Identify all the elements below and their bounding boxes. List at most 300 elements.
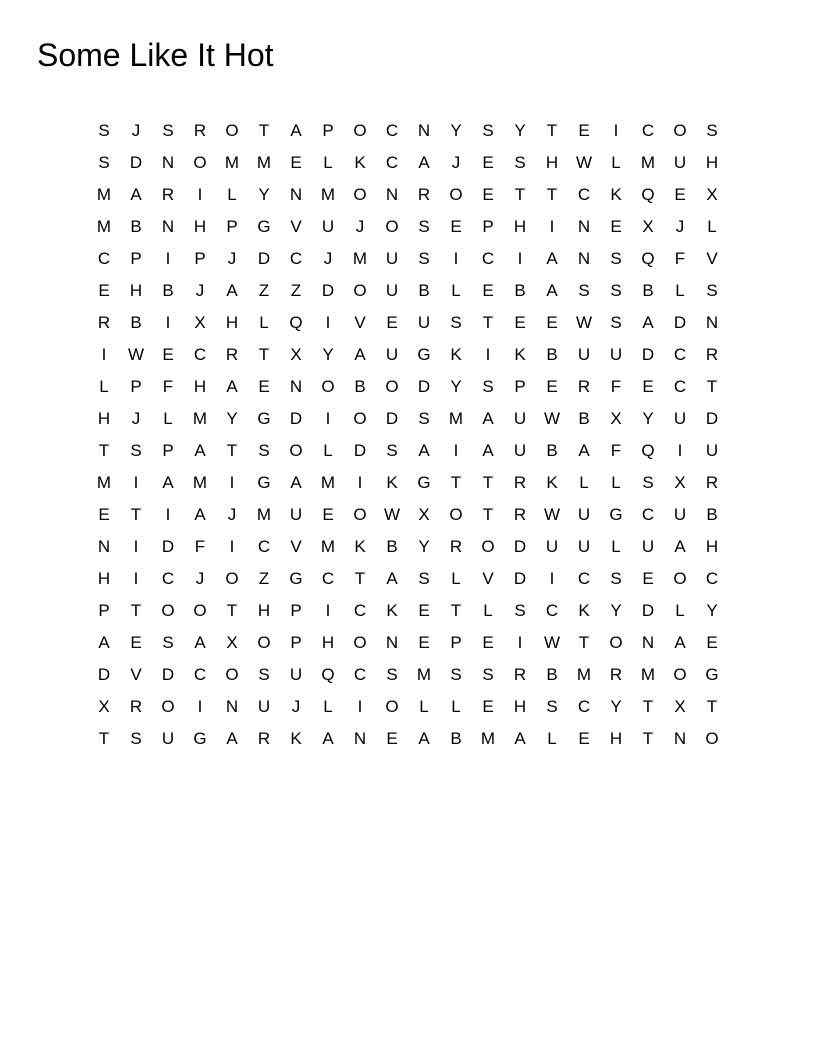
grid-letter: O xyxy=(353,281,367,300)
grid-letter: F xyxy=(162,377,174,396)
grid-letter: P xyxy=(130,249,142,268)
grid-letter: F xyxy=(674,249,686,268)
grid-letter: C xyxy=(673,345,687,364)
grid-letter: R xyxy=(161,185,175,204)
grid-letter: K xyxy=(354,537,366,556)
grid-letter: S xyxy=(514,601,526,620)
grid-letter: G xyxy=(289,569,303,588)
grid-letter: I xyxy=(165,505,171,524)
grid-letter: M xyxy=(320,473,336,492)
grid-letter: O xyxy=(193,601,207,620)
grid-letter: U xyxy=(609,345,623,364)
grid-letter: W xyxy=(575,313,593,332)
grid-letter: F xyxy=(610,441,622,460)
grid-letter: U xyxy=(673,409,687,428)
grid-letter: Y xyxy=(610,697,622,716)
grid-letter: Y xyxy=(450,121,462,140)
grid-letter: H xyxy=(193,217,207,236)
grid-letter: E xyxy=(418,633,430,652)
grid-letter: H xyxy=(321,633,335,652)
grid-letter: C xyxy=(289,249,303,268)
grid-letter: A xyxy=(482,441,494,460)
grid-letter: P xyxy=(322,121,334,140)
grid-letter: C xyxy=(321,569,335,588)
grid-letter: U xyxy=(513,441,527,460)
grid-letter: X xyxy=(418,505,430,524)
grid-letter: K xyxy=(610,185,622,204)
grid-letter: U xyxy=(513,409,527,428)
grid-letter: E xyxy=(674,185,686,204)
grid-letter: E xyxy=(482,697,494,716)
grid-letter: O xyxy=(353,633,367,652)
grid-letter: O xyxy=(353,409,367,428)
grid-letter: M xyxy=(480,729,496,748)
grid-letter: A xyxy=(514,729,526,748)
grid-letter: B xyxy=(386,537,398,556)
grid-letter: Y xyxy=(322,345,334,364)
grid-letter: W xyxy=(127,345,145,364)
grid-letter: K xyxy=(450,345,462,364)
grid-letter: J xyxy=(131,409,141,428)
grid-letter: T xyxy=(258,121,270,140)
grid-letter: C xyxy=(385,121,399,140)
grid-letter: I xyxy=(325,409,331,428)
grid-letter: A xyxy=(674,537,686,556)
grid-letter: B xyxy=(130,217,142,236)
grid-letter: S xyxy=(450,665,462,684)
grid-letter: E xyxy=(482,281,494,300)
grid-letter: K xyxy=(290,729,302,748)
grid-letter: D xyxy=(641,601,655,620)
grid-letter: E xyxy=(98,505,110,524)
grid-letter: E xyxy=(482,153,494,172)
grid-letter: S xyxy=(418,409,430,428)
grid-letter: T xyxy=(226,441,238,460)
grid-letter: V xyxy=(482,569,494,588)
grid-letter: J xyxy=(323,249,333,268)
grid-letter: R xyxy=(513,665,527,684)
grid-letter: M xyxy=(192,473,208,492)
grid-letter: T xyxy=(706,697,718,716)
grid-letter: N xyxy=(673,729,687,748)
grid-letter: C xyxy=(545,601,559,620)
grid-letter: O xyxy=(449,185,463,204)
grid-letter: M xyxy=(256,153,272,172)
grid-letter: A xyxy=(386,569,398,588)
grid-letter: R xyxy=(225,345,239,364)
grid-letter: T xyxy=(578,633,590,652)
grid-letter: M xyxy=(640,153,656,172)
grid-letter: U xyxy=(321,217,335,236)
grid-letter: N xyxy=(641,633,655,652)
grid-letter: T xyxy=(482,473,494,492)
grid-letter: I xyxy=(325,601,331,620)
grid-letter: E xyxy=(482,185,494,204)
grid-letter: S xyxy=(130,729,142,748)
grid-letter: O xyxy=(673,121,687,140)
grid-letter: I xyxy=(133,569,139,588)
grid-letter: S xyxy=(642,473,654,492)
grid-letter: I xyxy=(165,249,171,268)
grid-letter: U xyxy=(385,345,399,364)
grid-letter: T xyxy=(546,185,558,204)
grid-letter: S xyxy=(610,569,622,588)
grid-letter: Q xyxy=(641,441,655,460)
grid-letter: J xyxy=(195,281,205,300)
grid-letter: M xyxy=(352,249,368,268)
grid-letter: R xyxy=(97,313,111,332)
grid-letter: M xyxy=(96,473,112,492)
grid-letter: X xyxy=(674,697,686,716)
grid-letter: A xyxy=(322,729,334,748)
grid-letter: Y xyxy=(642,409,654,428)
grid-letter: H xyxy=(193,377,207,396)
grid-letter: T xyxy=(226,601,238,620)
grid-letter: C xyxy=(577,569,591,588)
grid-letter: K xyxy=(514,345,526,364)
grid-letter: S xyxy=(482,665,494,684)
grid-letter: L xyxy=(611,537,621,556)
grid-letter: C xyxy=(641,505,655,524)
grid-letter: E xyxy=(514,313,526,332)
grid-letter: T xyxy=(706,377,718,396)
grid-letter: S xyxy=(130,441,142,460)
grid-letter: E xyxy=(418,601,430,620)
grid-letter: I xyxy=(453,249,459,268)
grid-letter: U xyxy=(257,697,271,716)
grid-letter: N xyxy=(161,217,175,236)
grid-letter: X xyxy=(706,185,718,204)
grid-letter: D xyxy=(289,409,303,428)
grid-letter: D xyxy=(97,665,111,684)
grid-letter: T xyxy=(258,345,270,364)
page-title: Some Like It Hot xyxy=(37,37,274,73)
grid-letter: G xyxy=(417,345,431,364)
grid-letter: K xyxy=(386,601,398,620)
grid-letter: B xyxy=(418,281,430,300)
grid-letter: C xyxy=(161,569,175,588)
grid-letter: O xyxy=(609,633,623,652)
grid-letter: K xyxy=(578,601,590,620)
grid-letter: E xyxy=(162,345,174,364)
grid-letter: C xyxy=(577,697,591,716)
grid-letter: M xyxy=(224,153,240,172)
grid-letter: P xyxy=(130,377,142,396)
grid-letter: U xyxy=(289,505,303,524)
grid-letter: A xyxy=(482,409,494,428)
grid-letter: E xyxy=(642,377,654,396)
grid-letter: W xyxy=(543,633,561,652)
grid-letter: L xyxy=(323,697,333,716)
grid-letter: X xyxy=(290,345,302,364)
grid-letter: O xyxy=(449,505,463,524)
grid-letter: L xyxy=(675,601,685,620)
grid-letter: H xyxy=(225,313,239,332)
grid-letter: N xyxy=(705,313,719,332)
grid-letter: E xyxy=(258,377,270,396)
grid-letter: B xyxy=(546,441,558,460)
grid-letter: U xyxy=(161,729,175,748)
grid-letter: E xyxy=(386,729,398,748)
grid-letter: R xyxy=(193,121,207,140)
grid-letter: R xyxy=(609,665,623,684)
grid-letter: T xyxy=(482,313,494,332)
grid-letter: S xyxy=(610,281,622,300)
grid-letter: T xyxy=(130,601,142,620)
grid-letter: L xyxy=(419,697,429,716)
grid-letter: X xyxy=(610,409,622,428)
grid-letter: J xyxy=(195,569,205,588)
grid-letter: L xyxy=(451,281,461,300)
grid-letter: J xyxy=(131,121,141,140)
grid-letter: N xyxy=(289,377,303,396)
grid-letter: A xyxy=(226,281,238,300)
grid-letter: D xyxy=(417,377,431,396)
grid-letter: I xyxy=(549,217,555,236)
grid-letter: L xyxy=(227,185,237,204)
grid-letter: E xyxy=(386,313,398,332)
grid-letter: I xyxy=(229,473,235,492)
grid-letter: O xyxy=(289,441,303,460)
grid-letter: L xyxy=(547,729,557,748)
grid-letter: N xyxy=(289,185,303,204)
grid-letter: R xyxy=(705,473,719,492)
grid-letter: A xyxy=(546,249,558,268)
grid-letter: U xyxy=(385,249,399,268)
grid-letter: S xyxy=(98,121,110,140)
grid-letter: N xyxy=(577,217,591,236)
grid-letter: R xyxy=(257,729,271,748)
grid-letter: S xyxy=(418,249,430,268)
grid-letter: V xyxy=(354,313,366,332)
grid-letter: S xyxy=(578,281,590,300)
grid-letter: S xyxy=(546,697,558,716)
grid-letter: M xyxy=(320,537,336,556)
grid-letter: Y xyxy=(418,537,430,556)
grid-letter: C xyxy=(385,153,399,172)
grid-letter: A xyxy=(642,313,654,332)
grid-letter: D xyxy=(513,569,527,588)
grid-letter: N xyxy=(97,537,111,556)
grid-letter: S xyxy=(610,313,622,332)
grid-letter: P xyxy=(290,633,302,652)
grid-letter: I xyxy=(229,537,235,556)
grid-letter: U xyxy=(641,537,655,556)
grid-letter: A xyxy=(226,729,238,748)
grid-letter: E xyxy=(546,377,558,396)
grid-letter: H xyxy=(705,153,719,172)
grid-letter: O xyxy=(353,121,367,140)
grid-letter: B xyxy=(162,281,174,300)
grid-letter: L xyxy=(611,153,621,172)
grid-letter: H xyxy=(97,569,111,588)
grid-letter: A xyxy=(418,729,430,748)
grid-letter: D xyxy=(513,537,527,556)
grid-letter: U xyxy=(673,505,687,524)
grid-letter: Y xyxy=(226,409,238,428)
grid-letter: O xyxy=(385,377,399,396)
grid-letter: V xyxy=(290,537,302,556)
grid-letter: I xyxy=(485,345,491,364)
grid-letter: S xyxy=(418,569,430,588)
grid-letter: I xyxy=(549,569,555,588)
grid-letter: D xyxy=(353,441,367,460)
grid-letter: E xyxy=(130,633,142,652)
grid-letter: O xyxy=(225,121,239,140)
grid-letter: G xyxy=(417,473,431,492)
grid-letter: M xyxy=(576,665,592,684)
grid-letter: I xyxy=(517,249,523,268)
grid-letter: O xyxy=(385,697,399,716)
grid-letter: I xyxy=(133,473,139,492)
grid-letter: L xyxy=(323,441,333,460)
grid-letter: I xyxy=(197,185,203,204)
grid-letter: T xyxy=(642,697,654,716)
grid-letter: I xyxy=(325,313,331,332)
grid-letter: F xyxy=(610,377,622,396)
grid-letter: R xyxy=(513,473,527,492)
grid-letter: A xyxy=(290,473,302,492)
grid-letter: W xyxy=(383,505,401,524)
grid-letter: R xyxy=(513,505,527,524)
grid-letter: B xyxy=(706,505,718,524)
grid-letter: I xyxy=(613,121,619,140)
grid-letter: W xyxy=(575,153,593,172)
grid-letter: D xyxy=(321,281,335,300)
grid-letter: A xyxy=(418,153,430,172)
grid-letter: S xyxy=(162,121,174,140)
grid-letter: R xyxy=(705,345,719,364)
grid-letter: L xyxy=(707,217,717,236)
grid-letter: U xyxy=(545,537,559,556)
grid-letter: N xyxy=(385,633,399,652)
grid-letter: Q xyxy=(641,185,655,204)
grid-letter: E xyxy=(290,153,302,172)
grid-letter: Q xyxy=(321,665,335,684)
grid-letter: M xyxy=(416,665,432,684)
grid-letter: Q xyxy=(641,249,655,268)
grid-letter: S xyxy=(706,281,718,300)
grid-letter: H xyxy=(129,281,143,300)
grid-letter: L xyxy=(451,569,461,588)
grid-letter: A xyxy=(98,633,110,652)
grid-letter: O xyxy=(481,537,495,556)
grid-letter: S xyxy=(258,665,270,684)
grid-letter: X xyxy=(98,697,110,716)
grid-letter: T xyxy=(642,729,654,748)
grid-letter: O xyxy=(353,505,367,524)
grid-letter: N xyxy=(385,185,399,204)
grid-letter: P xyxy=(98,601,110,620)
grid-letter: X xyxy=(674,473,686,492)
grid-letter: M xyxy=(192,409,208,428)
grid-letter: T xyxy=(354,569,366,588)
grid-letter: T xyxy=(450,601,462,620)
grid-letter: L xyxy=(99,377,109,396)
grid-letter: O xyxy=(161,697,175,716)
grid-letter: C xyxy=(641,121,655,140)
grid-letter: S xyxy=(386,665,398,684)
grid-letter: I xyxy=(453,441,459,460)
grid-letter: E xyxy=(322,505,334,524)
grid-letter: G xyxy=(609,505,623,524)
grid-letter: X xyxy=(194,313,206,332)
grid-letter: I xyxy=(165,313,171,332)
grid-letter: B xyxy=(450,729,462,748)
grid-letter: Y xyxy=(706,601,718,620)
grid-letter: U xyxy=(673,153,687,172)
grid-letter: M xyxy=(640,665,656,684)
grid-letter: M xyxy=(256,505,272,524)
grid-letter: T xyxy=(130,505,142,524)
grid-letter: E xyxy=(450,217,462,236)
grid-letter: L xyxy=(483,601,493,620)
grid-letter: D xyxy=(385,409,399,428)
grid-letter: S xyxy=(610,249,622,268)
grid-letter: E xyxy=(706,633,718,652)
grid-letter: Z xyxy=(290,281,302,300)
grid-letter: T xyxy=(546,121,558,140)
grid-letter: S xyxy=(418,217,430,236)
grid-letter: C xyxy=(481,249,495,268)
grid-letter: C xyxy=(673,377,687,396)
grid-letter: U xyxy=(577,345,591,364)
grid-letter: A xyxy=(130,185,142,204)
grid-letter: M xyxy=(448,409,464,428)
grid-letter: U xyxy=(385,281,399,300)
grid-letter: S xyxy=(482,121,494,140)
grid-letter: C xyxy=(193,665,207,684)
grid-letter: I xyxy=(197,697,203,716)
grid-letter: N xyxy=(353,729,367,748)
grid-letter: E xyxy=(98,281,110,300)
grid-letter: O xyxy=(705,729,719,748)
grid-letter: A xyxy=(162,473,174,492)
grid-letter: R xyxy=(449,537,463,556)
grid-letter: D xyxy=(161,537,175,556)
grid-letter: K xyxy=(386,473,398,492)
grid-letter: C xyxy=(577,185,591,204)
grid-letter: L xyxy=(323,153,333,172)
grid-letter: O xyxy=(257,633,271,652)
grid-letter: E xyxy=(578,121,590,140)
grid-letter: O xyxy=(385,217,399,236)
grid-letter: C xyxy=(97,249,111,268)
grid-letter: A xyxy=(194,441,206,460)
grid-letter: S xyxy=(98,153,110,172)
grid-letter: G xyxy=(257,473,271,492)
grid-letter: U xyxy=(289,665,303,684)
grid-letter: U xyxy=(705,441,719,460)
grid-letter: L xyxy=(675,281,685,300)
grid-letter: A xyxy=(226,377,238,396)
grid-letter: V xyxy=(290,217,302,236)
grid-letter: C xyxy=(193,345,207,364)
grid-letter: T xyxy=(98,441,110,460)
grid-letter: I xyxy=(357,473,363,492)
grid-letter: Z xyxy=(258,281,270,300)
grid-letter: E xyxy=(642,569,654,588)
grid-letter: O xyxy=(225,569,239,588)
grid-letter: T xyxy=(98,729,110,748)
grid-letter: G xyxy=(257,217,271,236)
grid-letter: A xyxy=(194,633,206,652)
grid-letter: C xyxy=(705,569,719,588)
grid-letter: H xyxy=(545,153,559,172)
grid-letter: S xyxy=(514,153,526,172)
grid-letter: P xyxy=(482,217,494,236)
grid-letter: J xyxy=(227,505,237,524)
